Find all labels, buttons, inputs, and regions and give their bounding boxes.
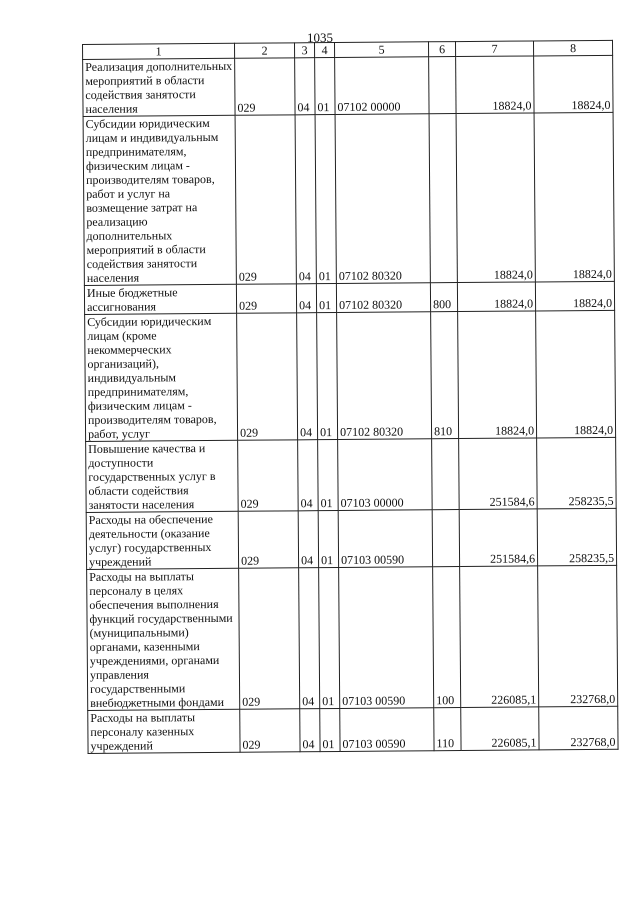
target-code: 07102 80320	[337, 312, 432, 440]
expense-type-code	[432, 510, 459, 567]
subsection-code: 01	[318, 440, 339, 511]
amount-year-2: 18824,0	[535, 281, 614, 311]
expense-type-code	[429, 57, 456, 114]
amount-year-2: 18824,0	[536, 310, 616, 438]
amount-year-1: 18824,0	[457, 282, 535, 312]
amount-year-1: 226085,1	[460, 566, 539, 708]
table-row	[88, 706, 618, 753]
amount-year-1: 18824,0	[458, 311, 537, 439]
ministry-code: 029	[240, 709, 300, 752]
table-row	[83, 112, 614, 285]
table-row	[84, 281, 614, 314]
col-header-3: 3	[294, 43, 314, 58]
row-name: Иные бюджетные ассигнования	[84, 284, 236, 314]
expense-type-code: 800	[430, 283, 457, 312]
section-code: 04	[298, 440, 319, 511]
amount-year-2: 18824,0	[534, 112, 614, 282]
amount-year-1: 18824,0	[456, 56, 534, 114]
row-name: Расходы на выплаты персоналу в целях обеспечения выполнения функций государственными (муниципальными) органами, казенными учреждениями, органами управления государственными внебюджетными фондами	[87, 568, 240, 710]
expense-type-code: 100	[433, 567, 461, 708]
col-header-7: 7	[455, 41, 533, 57]
amount-year-2: 18824,0	[534, 55, 613, 113]
row-name: Реализация дополнительных мероприятий в области содействия занятости населения	[83, 58, 235, 116]
subsection-code: 01	[318, 511, 338, 568]
section-code: 04	[299, 568, 320, 709]
ministry-code: 029	[236, 284, 296, 313]
ministry-code: 029	[238, 511, 298, 568]
target-code: 07102 00000	[335, 57, 429, 115]
target-code: 07102 80320	[335, 114, 430, 284]
row-name: Расходы на обеспечение деятельности (оказание услуг) государственных учреждений	[86, 511, 238, 569]
section-code: 04	[300, 709, 320, 752]
ministry-code: 029	[235, 58, 295, 115]
subsection-code: 01	[319, 568, 340, 709]
expense-type-code	[432, 439, 460, 510]
table-row	[85, 310, 616, 441]
section-code: 04	[298, 511, 318, 568]
expense-type-code	[429, 114, 457, 283]
section-code: 04	[297, 313, 318, 440]
amount-year-2: 258235,5	[537, 508, 616, 566]
page-number: 1035	[307, 30, 333, 45]
col-header-4: 4	[314, 43, 334, 58]
col-header-5: 5	[334, 42, 428, 58]
col-header-2: 2	[234, 43, 294, 58]
section-code: 04	[295, 115, 316, 284]
budget-table	[82, 40, 619, 754]
row-name: Субсидии юридическим лицам и индивидуальным предпринимателям, физическим лицам - производителям товаров, работ и услуг на возмещение затрат на реализацию дополнительных мероприятий в области содействия занятости населения	[83, 115, 236, 285]
amount-year-1: 251584,6	[459, 438, 538, 510]
ministry-code: 029	[235, 115, 296, 284]
expense-type-code: 810	[431, 312, 459, 439]
amount-year-2: 232768,0	[539, 706, 618, 750]
target-code: 07103 00590	[340, 708, 434, 752]
subsection-code: 01	[315, 115, 336, 284]
col-header-8: 8	[533, 40, 612, 56]
row-name: Повышение качества и доступности государственных услуг в области содействия занятости населения	[86, 440, 239, 512]
subsection-code: 01	[320, 708, 340, 751]
section-code: 04	[295, 58, 315, 115]
target-code: 07103 00590	[338, 510, 432, 568]
amount-year-1: 226085,1	[461, 707, 539, 751]
target-code: 07103 00000	[338, 439, 433, 511]
table-row	[86, 508, 616, 569]
subsection-code: 01	[317, 313, 338, 440]
table-row	[87, 565, 618, 710]
ministry-code: 029	[237, 313, 298, 440]
expense-type-code: 110	[434, 708, 461, 751]
subsection-code: 01	[316, 284, 336, 313]
ministry-code: 029	[238, 440, 299, 511]
table-row	[86, 437, 617, 512]
ministry-code: 029	[239, 568, 300, 709]
col-header-1: 1	[83, 43, 235, 59]
amount-year-1: 251584,6	[459, 509, 537, 567]
amount-year-2: 232768,0	[538, 565, 618, 707]
table-row	[83, 55, 613, 116]
target-code: 07102 80320	[336, 283, 430, 313]
amount-year-1: 18824,0	[456, 113, 535, 283]
target-code: 07103 00590	[339, 567, 434, 709]
section-code: 04	[296, 284, 316, 313]
amount-year-2: 258235,5	[537, 437, 617, 509]
col-header-6: 6	[428, 42, 455, 57]
row-name: Расходы на выплаты персоналу казенных учреждений	[88, 709, 240, 753]
row-name: Субсидии юридическим лицам (кроме некоммерческих организаций), индивидуальным предпринимателям, физическим лицам - производителям товаров, работ, услуг	[85, 313, 238, 441]
subsection-code: 01	[315, 58, 335, 115]
